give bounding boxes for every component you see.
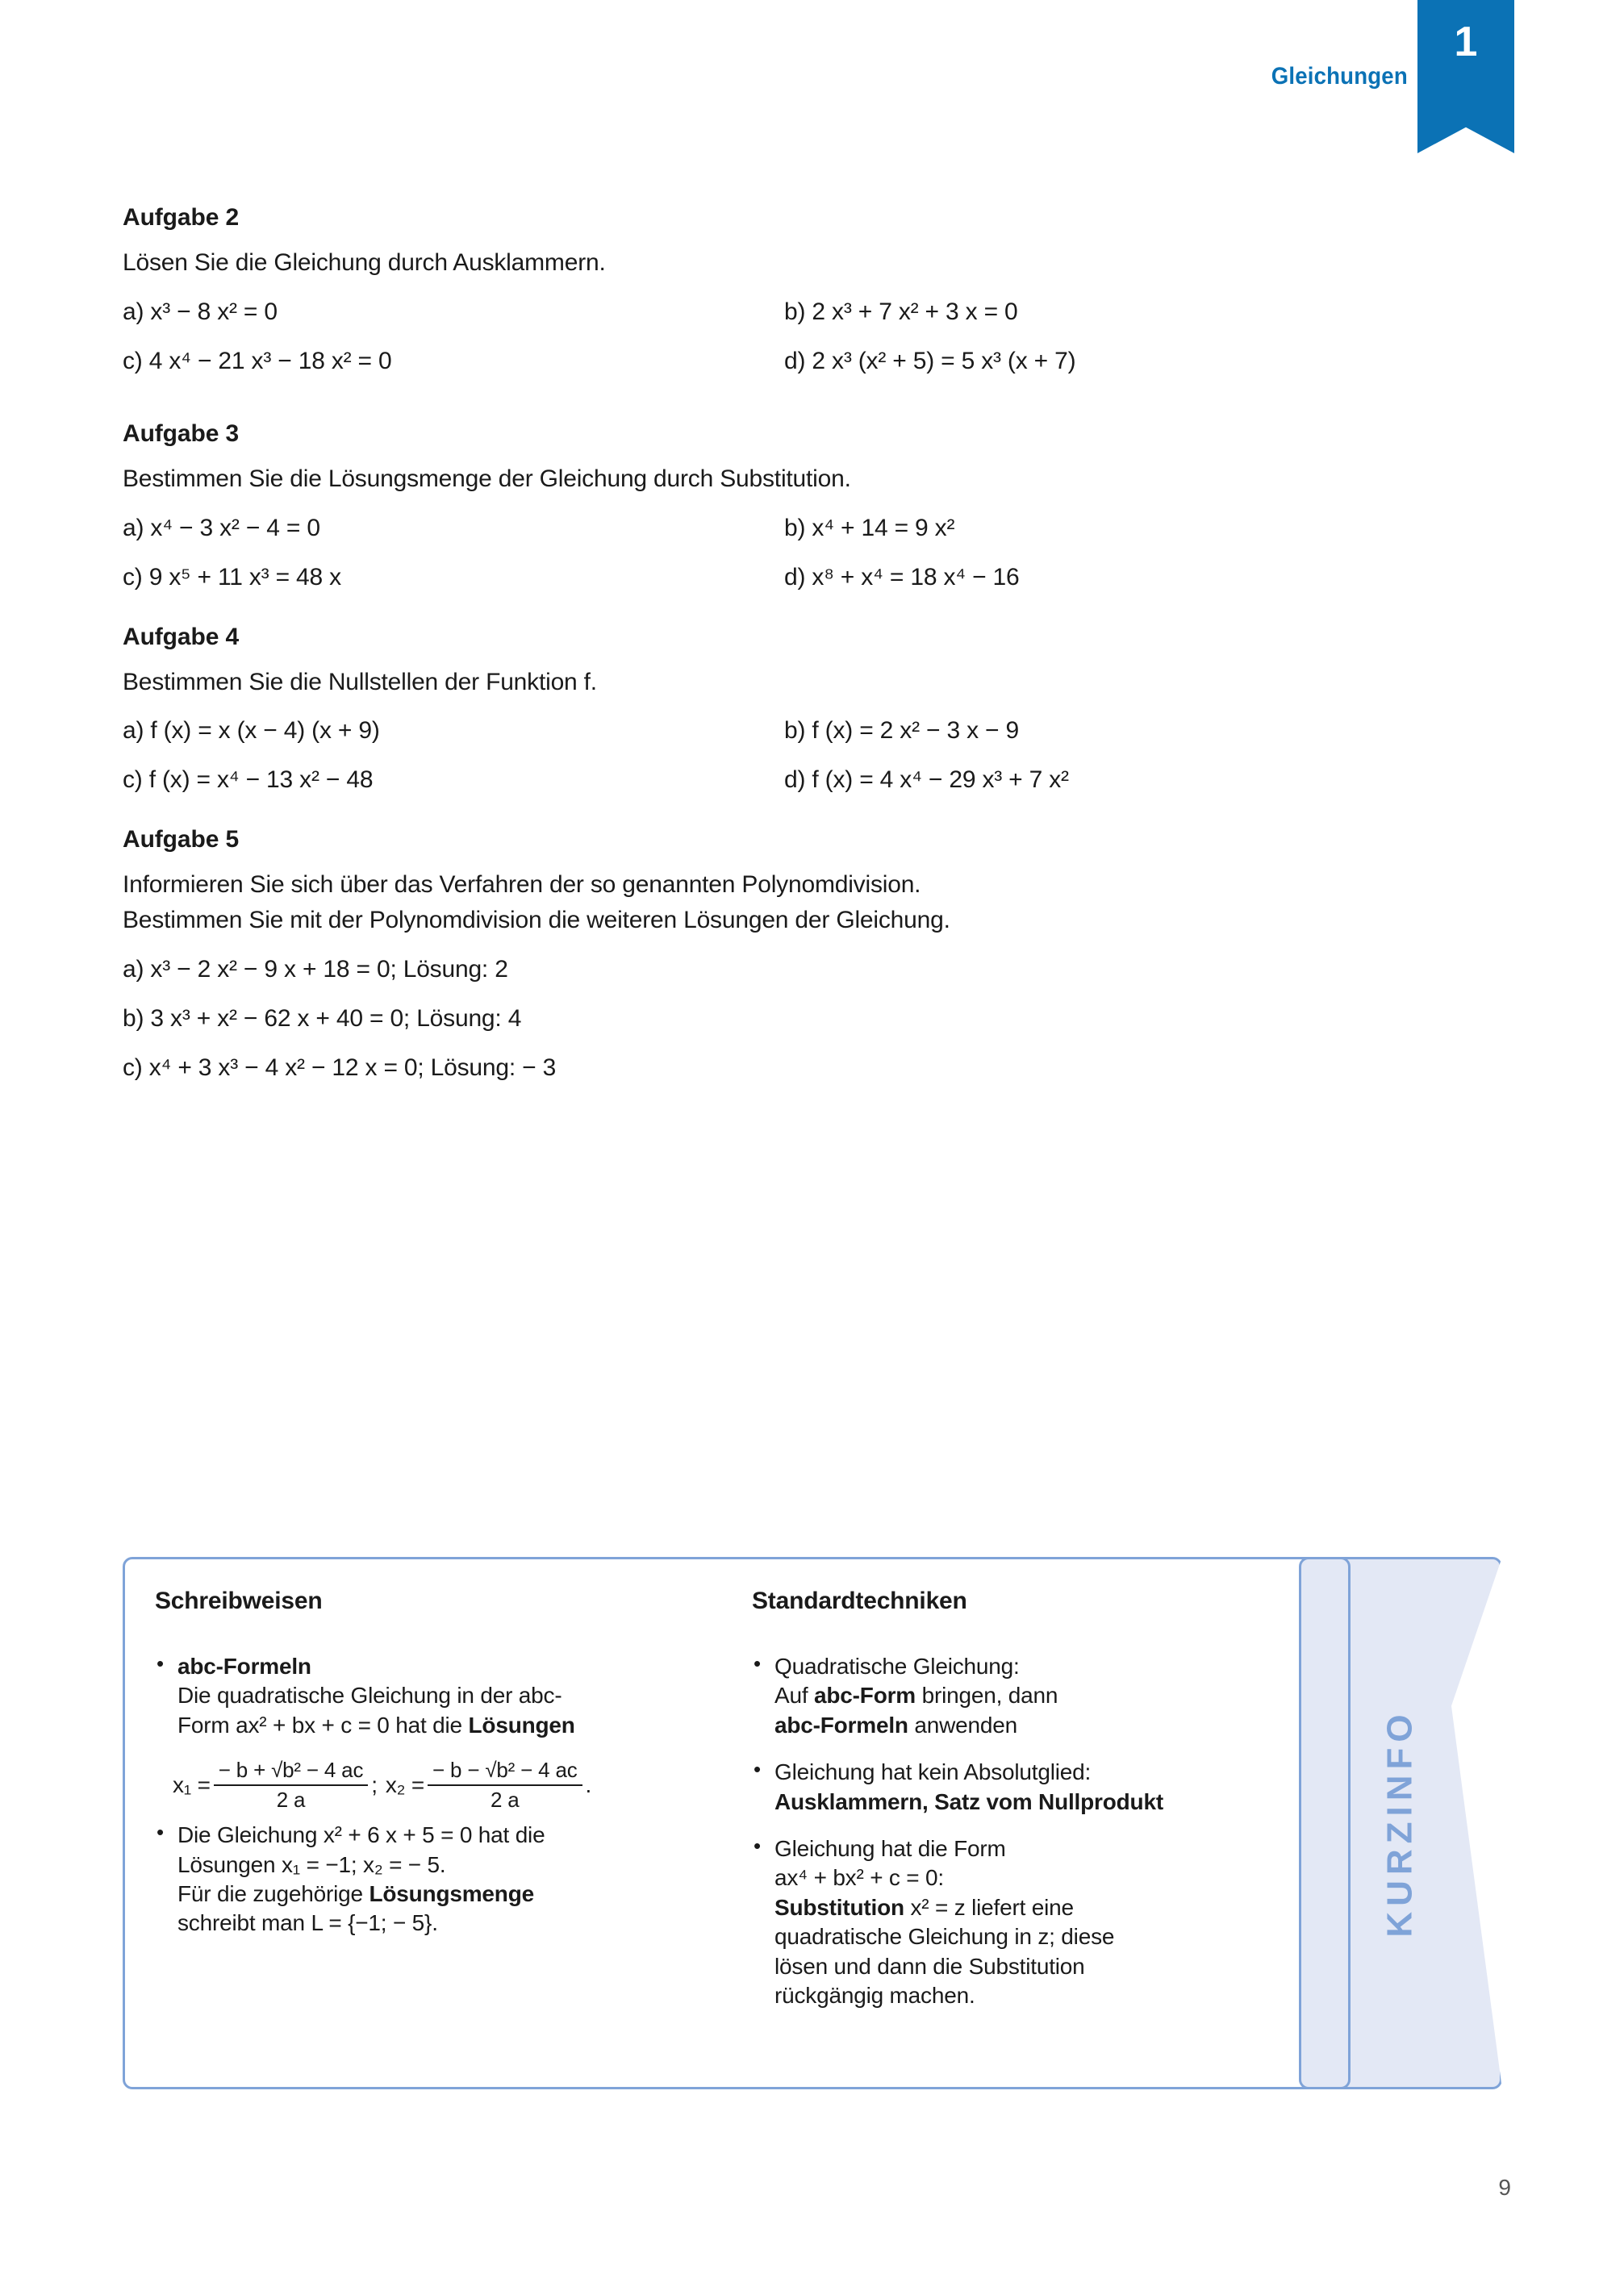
task-items: [123, 954, 1381, 1083]
exercise-content: [123, 206, 1381, 1083]
bullet-line-text: Für die zugehörige: [177, 1880, 369, 1906]
x1-numerator: − b + √b² − 4 ac: [214, 1758, 368, 1786]
bullet-line: Quadratische Gleichung:: [774, 1654, 1020, 1679]
task-item: c) 9 x⁵ + 11 x³ = 48 x: [123, 563, 341, 590]
task-item: b) 2 x³ + 7 x² + 3 x = 0: [784, 298, 1018, 325]
section-spacer: [123, 795, 1381, 828]
chapter-number: 1: [1454, 19, 1478, 65]
quadratic-formula: [173, 1758, 752, 1813]
bullet-line-text: x² = z liefert eine: [904, 1894, 1074, 1920]
kurzinfo-right-bullet-1: [752, 1652, 1365, 1740]
task-description-line-1: Informieren Sie sich über das Verfahren der so genannten Polynomdivision.: [123, 871, 921, 899]
chapter-title: Gleichungen: [1271, 63, 1408, 90]
task-item: d) x⁸ + x⁴ = 18 x⁴ − 16: [784, 563, 1020, 590]
section-spacer: [123, 377, 1381, 422]
task-item: a) f (x) = x (x − 4) (x + 9): [123, 717, 380, 745]
bullet-line-bold: abc-Formeln: [774, 1712, 908, 1738]
bullet-line: [774, 1713, 1017, 1738]
task-item: c) 4 x⁴ − 21 x³ − 18 x² = 0: [123, 347, 392, 374]
task-title: Aufgabe 4: [123, 623, 240, 650]
bullet-line-text: bringen, dann: [916, 1683, 1058, 1709]
kurzinfo-left-bullet-1: [155, 1652, 752, 1740]
page-number: 9: [1498, 2175, 1511, 2200]
formula-period: .: [585, 1772, 592, 1798]
task-description-line-2: Bestimmen Sie mit der Polynomdivision die weiteren Lösungen der Gleichung.: [123, 907, 950, 934]
task-title: Aufgabe 2: [123, 204, 240, 231]
bullet-line: [177, 1881, 534, 1906]
x2-label: x₂ =: [385, 1772, 425, 1798]
kurzinfo-right-bullet-3: [752, 1834, 1365, 2010]
bullet-line: [774, 1895, 1074, 1920]
task-description: Lösen Sie die Gleichung durch Ausklammern.: [123, 249, 606, 276]
bullet-line-bold: Lösungen: [468, 1712, 575, 1738]
x1-denominator: 2 a: [276, 1788, 306, 1813]
bullet-line: Gleichung hat die Form: [774, 1835, 1006, 1861]
x1-fraction: [214, 1758, 368, 1813]
task-item: b) x⁴ + 14 = 9 x²: [784, 514, 955, 541]
task-description: Bestimmen Sie die Nullstellen der Funktion f.: [123, 668, 597, 695]
task-title: Aufgabe 3: [123, 419, 240, 447]
task-item: b) 3 x³ + x² − 62 x + 40 = 0; Lösung: 4: [123, 1004, 522, 1032]
bullet-line-bold: Ausklammern, Satz vom Nullprodukt: [774, 1788, 1163, 1814]
task-description: Bestimmen Sie die Lösungsmenge der Gleichung durch Substitution.: [123, 465, 851, 492]
task-item: d) f (x) = 4 x⁴ − 29 x³ + 7 x²: [784, 766, 1069, 794]
bullet-line: Lösungen x₁ = −1; x₂ = − 5.: [177, 1851, 446, 1877]
kurzinfo-right-column: [752, 1588, 1365, 2089]
bullet-line: rückgängig machen.: [774, 1982, 975, 2008]
task-aufgabe-4: [123, 625, 1381, 796]
task-item: a) x³ − 2 x² − 9 x + 18 = 0; Lösung: 2: [123, 955, 508, 983]
bullet-line: schreibt man L = {−1; − 5}.: [177, 1910, 438, 1936]
task-items: [123, 512, 1381, 593]
bullet-line: lösen und dann die Substitution: [774, 1953, 1085, 1979]
kurzinfo-panel: [123, 1557, 1502, 2089]
section-spacer: [123, 593, 1381, 625]
formula-separator: ;: [371, 1772, 378, 1798]
bullet-line: quadratische Gleichung in z; diese: [774, 1924, 1115, 1950]
bullet-line: Die Gleichung x² + 6 x + 5 = 0 hat die: [177, 1822, 545, 1848]
task-aufgabe-2: [123, 206, 1381, 377]
task-items: [123, 296, 1381, 377]
bullet-title: abc-Formeln: [177, 1654, 311, 1679]
bullet-line-bold: Lösungsmenge: [369, 1880, 534, 1906]
x2-fraction: [428, 1758, 582, 1813]
bullet-line: ax⁴ + bx² + c = 0:: [774, 1865, 944, 1891]
bullet-line: Die quadratische Gleichung in der abc-: [177, 1683, 562, 1709]
task-item: b) f (x) = 2 x² − 3 x − 9: [784, 717, 1019, 745]
bullet-line: [774, 1683, 1058, 1708]
task-item: d) 2 x³ (x² + 5) = 5 x³ (x + 7): [784, 347, 1076, 374]
task-item: a) x⁴ − 3 x² − 4 = 0: [123, 514, 320, 541]
page-header: [0, 0, 1624, 161]
bullet-line-bold: Substitution: [774, 1894, 904, 1920]
x2-denominator: 2 a: [491, 1788, 520, 1813]
kurzinfo-columns: [123, 1557, 1351, 2089]
task-aufgabe-3: [123, 419, 1381, 593]
kurzinfo-tab-label: KURZINFO: [1380, 1709, 1420, 1938]
bullet-line-text: Form ax² + bx + c = 0 hat die: [177, 1712, 469, 1738]
task-title: Aufgabe 5: [123, 826, 240, 853]
bullet-line: Gleichung hat kein Absolutglied:: [774, 1759, 1092, 1785]
task-items: [123, 715, 1381, 795]
kurzinfo-right-heading: Standardtechniken: [752, 1588, 967, 1614]
kurzinfo-left-heading: Schreibweisen: [155, 1588, 323, 1614]
kurzinfo-left-column: [155, 1588, 752, 2089]
bullet-line: [177, 1713, 575, 1738]
task-item: c) x⁴ + 3 x³ − 4 x² − 12 x = 0; Lösung: − 3: [123, 1054, 557, 1081]
x1-label: x₁ =: [173, 1772, 211, 1798]
kurzinfo-right-bullet-2: [752, 1758, 1365, 1817]
x2-numerator: − b − √b² − 4 ac: [428, 1758, 582, 1786]
task-aufgabe-5: [123, 828, 1381, 1083]
task-item: a) x³ − 8 x² = 0: [123, 298, 278, 325]
kurzinfo-left-bullet-2: [155, 1821, 752, 1938]
bullet-line-text: Auf: [774, 1683, 815, 1709]
task-item: c) f (x) = x⁴ − 13 x² − 48: [123, 766, 374, 794]
bullet-line-bold: abc-Form: [814, 1683, 916, 1709]
bullet-line-text: anwenden: [908, 1712, 1018, 1738]
